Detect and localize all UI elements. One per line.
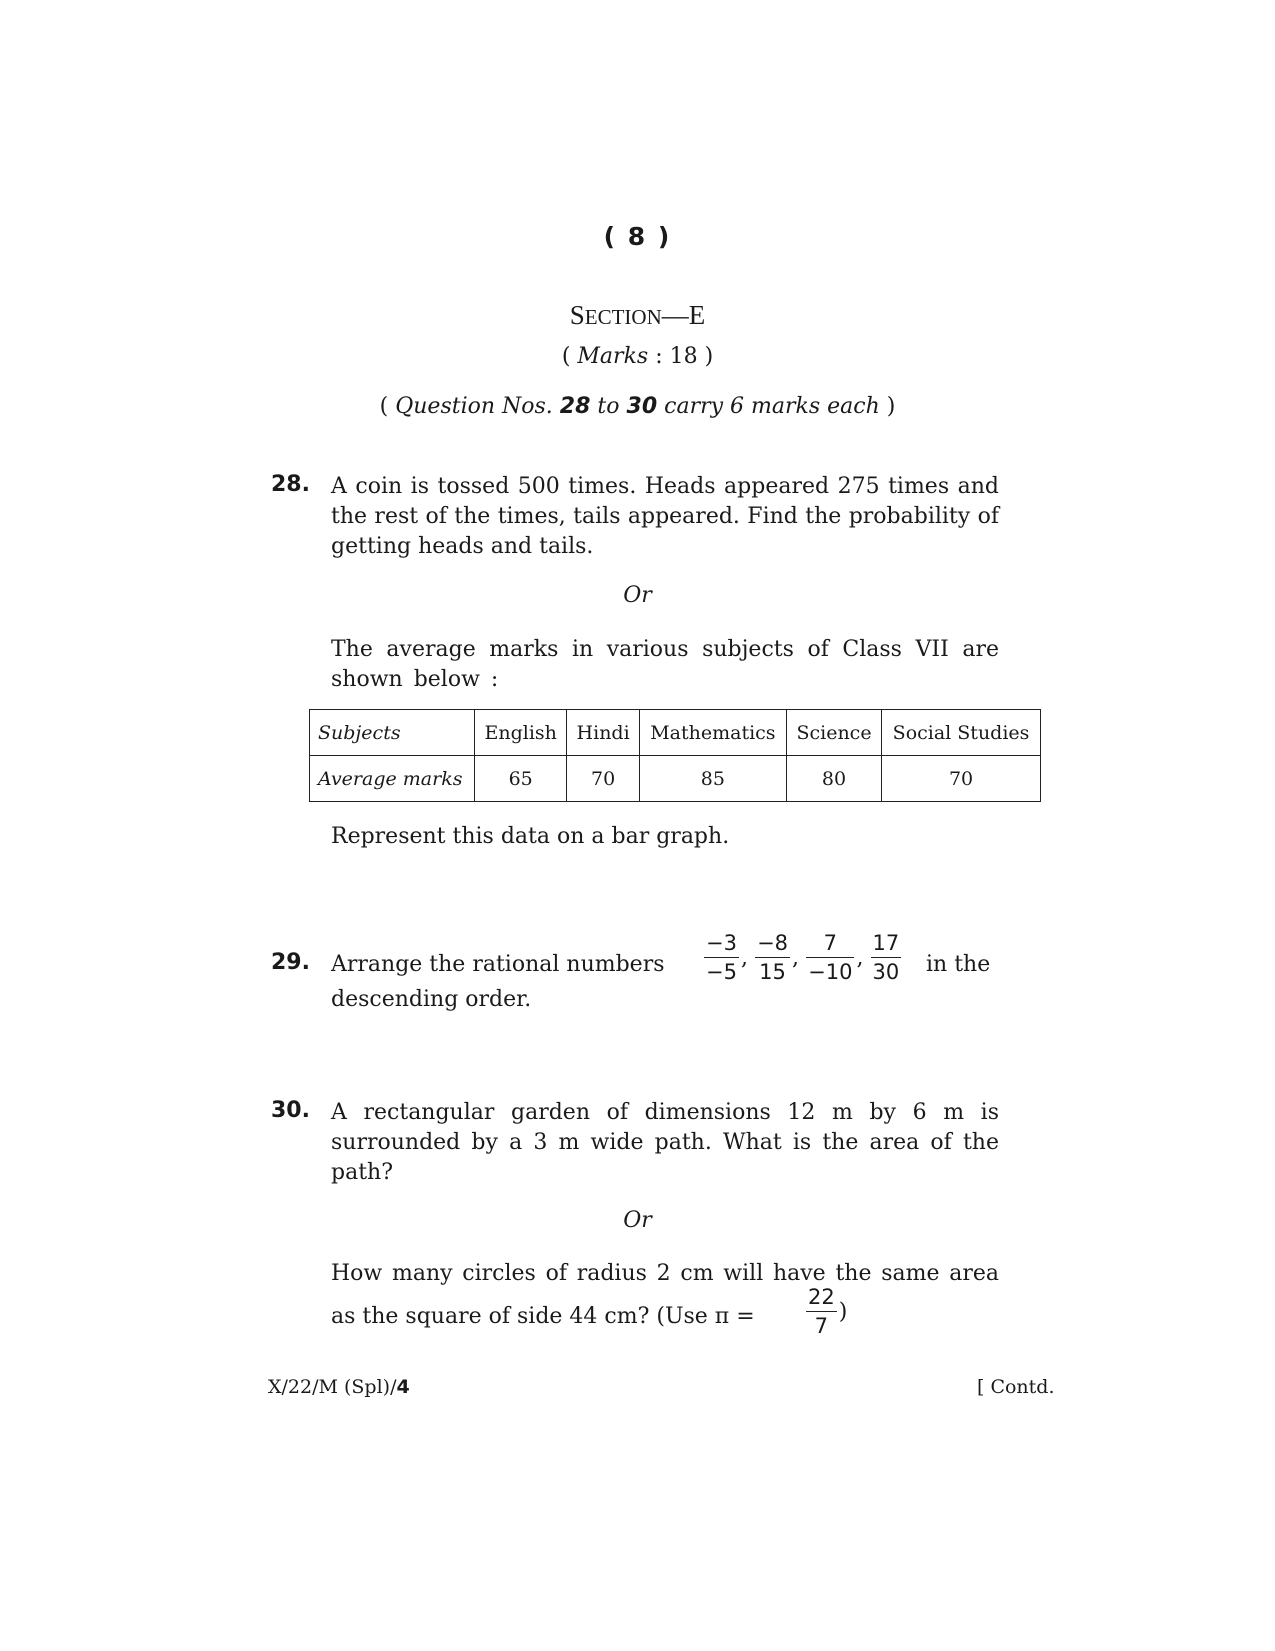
pi-value xyxy=(804,1287,847,1337)
marks-open: ( xyxy=(561,344,571,369)
fraction-comma: , xyxy=(740,945,748,971)
section-instruction xyxy=(0,394,1275,419)
question-30-number: 30. xyxy=(271,1098,310,1123)
fraction-denominator: −5 xyxy=(706,960,737,984)
fraction xyxy=(871,933,902,983)
question-29-fractions xyxy=(702,933,903,983)
table-subject-cell: Hindi xyxy=(567,710,639,756)
section-title-letter: —E xyxy=(661,300,706,330)
instr-text-b: carry 6 marks each xyxy=(664,394,880,419)
fraction-comma: , xyxy=(792,945,800,971)
table-subject-cell: English xyxy=(475,710,567,756)
marks-label: Marks xyxy=(577,344,649,369)
question-29-text-line2: descending order. xyxy=(331,987,532,1012)
table-header-label: Subjects xyxy=(310,710,475,756)
fraction xyxy=(806,933,854,983)
table-subject-cell: Science xyxy=(786,710,881,756)
table-subject-cell: Social Studies xyxy=(882,710,1041,756)
section-marks xyxy=(0,344,1275,369)
instr-to-word: to xyxy=(597,394,620,419)
table-mark-cell: 70 xyxy=(882,756,1041,802)
table-subject-cell: Mathematics xyxy=(639,710,786,756)
question-29-number: 29. xyxy=(271,950,310,975)
fraction-denominator: 30 xyxy=(872,960,900,984)
page-number: ( 8 ) xyxy=(603,222,672,251)
fraction xyxy=(755,933,790,983)
continued-label: [ Contd. xyxy=(977,1376,1055,1398)
instr-close: ) xyxy=(886,394,896,419)
question-30-alt-line1: How many circles of radius 2 cm will have the same area xyxy=(331,1261,999,1286)
fraction-numerator: −8 xyxy=(755,933,790,958)
question-28-or: Or xyxy=(623,583,652,608)
question-29-text-after: in the xyxy=(926,952,991,977)
paper-code xyxy=(268,1376,410,1398)
fraction-numerator: 7 xyxy=(806,933,854,958)
question-29-text-before: Arrange the rational numbers xyxy=(331,952,665,977)
question-28-number: 28. xyxy=(271,472,310,497)
table-header-row xyxy=(310,710,1041,756)
instr-from: 28 xyxy=(559,394,591,419)
instr-text-a: Question Nos. xyxy=(395,394,553,419)
question-30-alt-line2: as the square of side 44 cm? (Use π = xyxy=(331,1304,755,1329)
paper-code-page: 4 xyxy=(396,1376,410,1398)
pi-close-paren: ) xyxy=(838,1299,848,1325)
fraction-denominator: 15 xyxy=(759,960,786,984)
section-title xyxy=(0,300,1275,331)
table-mark-cell: 85 xyxy=(639,756,786,802)
table-mark-cell: 65 xyxy=(475,756,567,802)
fraction-comma: , xyxy=(856,945,864,971)
fraction xyxy=(704,933,739,983)
section-title-initial: S xyxy=(569,300,585,330)
fraction xyxy=(806,1287,837,1337)
fraction-denominator: 7 xyxy=(814,1314,829,1338)
fraction-numerator: 17 xyxy=(871,933,902,958)
table-mark-cell: 80 xyxy=(786,756,881,802)
marks-value: : 18 ) xyxy=(655,344,714,369)
instr-to: 30 xyxy=(626,394,658,419)
question-28-alt-text: The average marks in various subjects of Class VII are shown below : xyxy=(331,637,999,692)
fraction-denominator: −10 xyxy=(808,960,853,984)
paper-code-text: X/22/M (Spl)/ xyxy=(268,1376,397,1398)
table-row-label: Average marks xyxy=(310,756,475,802)
instr-open: ( xyxy=(379,394,389,419)
fraction-numerator: −3 xyxy=(704,933,739,958)
question-28-text: A coin is tossed 500 times. Heads appeared 275 times and the rest of the times, tails appeared. Find the probability of getting heads and tails. xyxy=(331,474,999,559)
table-mark-cell: 70 xyxy=(567,756,639,802)
section-title-rest: ECTION xyxy=(584,305,662,329)
question-30-or: Or xyxy=(623,1208,652,1233)
question-30-text: A rectangular garden of dimensions 12 m by 6 m is surrounded by a 3 m wide path. What is the area of the path? xyxy=(331,1100,999,1185)
question-28-instruction: Represent this data on a bar graph. xyxy=(331,824,730,849)
table-marks-row xyxy=(310,756,1041,802)
fraction-numerator: 22 xyxy=(806,1287,837,1312)
average-marks-table xyxy=(309,709,1041,802)
